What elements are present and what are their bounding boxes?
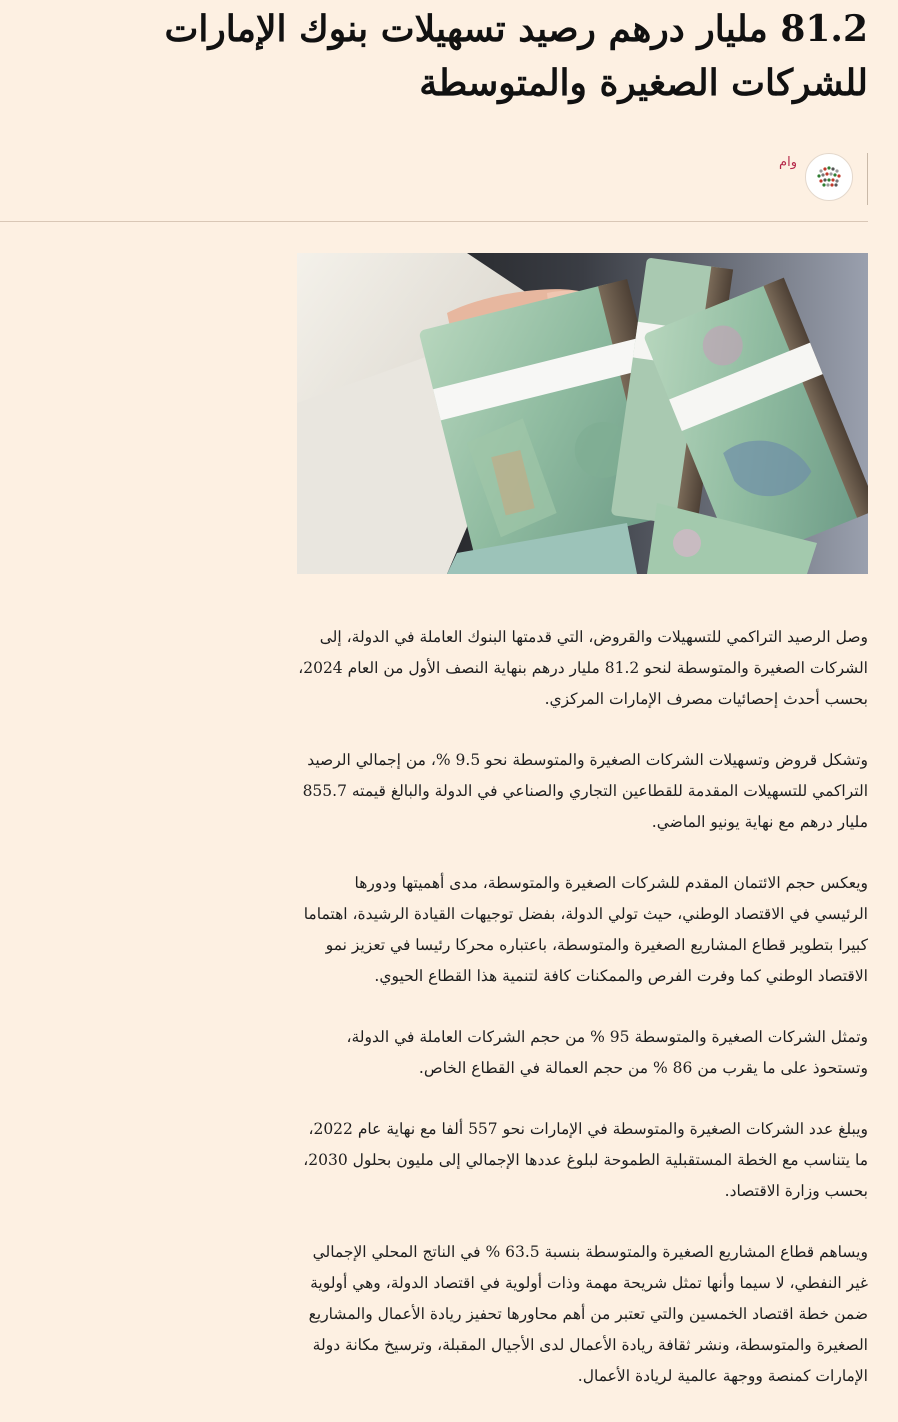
article-photo bbox=[297, 253, 868, 574]
banknote-bundles-photo bbox=[297, 253, 868, 574]
article-paragraph-1: وصل الرصيد التراكمي للتسهيلات والقروض، التي قدمتها البنوك العاملة في الدولة، إلى الشركات الصغيرة والمتوسطة لنحو 81.2 مليار درهم بنهاية النصف الأول من العام 2024، بحسب أحدث إحصائيات مصرف الإمارات المركزي. bbox=[298, 628, 868, 708]
article-body bbox=[298, 622, 868, 1422]
article-paragraph-4: وتمثل الشركات الصغيرة والمتوسطة 95 % من حجم الشركات العاملة في الدولة، وتستحوذ على ما يقرب من 86 % من حجم العمالة في القطاع الخاص. bbox=[346, 1028, 868, 1077]
wam-logo-icon[interactable] bbox=[805, 153, 853, 201]
article-paragraph-6: ويساهم قطاع المشاريع الصغيرة والمتوسطة بنسبة 63.5 % في الناتج المحلي الإجمالي غير النفطي، لا سيما وأنها تمثل شريحة مهمة وذات أولوية في اقتصاد الدولة، وهي أولوية ضمن خطة اقتصاد الخمسين والتي تعتبر من أهم محاورها تحفيز ريادة الأعمال والمشاريع الصغيرة والمتوسطة، ونشر ثقافة ريادة الأعمال لدى الأجيال المقبلة، وترسيخ مكانة دولة الإمارات كمنصة ووجهة عالمية لريادة الأعمال. bbox=[308, 1243, 868, 1385]
article-headline: 81.2 مليار درهم رصيد تسهيلات بنوك الإمارات للشركات الصغيرة والمتوسطة bbox=[164, 8, 868, 104]
header-divider bbox=[0, 221, 868, 222]
source-name[interactable]: وام bbox=[779, 155, 797, 170]
byline[interactable] bbox=[779, 153, 868, 205]
article-paragraph-2: وتشكل قروض وتسهيلات الشركات الصغيرة والمتوسطة نحو 9.5 %، من إجمالي الرصيد التراكمي للتسهيلات المقدمة للقطاعين التجاري والصناعي في الدولة والبالغ قيمته 855.7 مليار درهم مع نهاية يونيو الماضي. bbox=[302, 751, 868, 831]
wam-logo-graphic bbox=[807, 155, 851, 199]
article-paragraph-3: ويعكس حجم الائتمان المقدم للشركات الصغيرة والمتوسطة، مدى أهميتها ودورها الرئيسي في الاقتصاد الوطني، حيث تولي الدولة، بفضل توجيهات القيادة الرشيدة، اهتماما كبيرا بتطوير قطاع المشاريع الصغيرة والمتوسطة، باعتباره محركا رئيسا في تعزيز نمو الاقتصاد الوطني كما وفرت الفرص والممكنات كافة لتنمية هذا القطاع الحيوي. bbox=[303, 874, 868, 985]
article-paragraph-5: ويبلغ عدد الشركات الصغيرة والمتوسطة في الإمارات نحو 557 ألفا مع نهاية عام 2022، ما يتناسب مع الخطة المستقبلية الطموحة لبلوغ عددها الإجمالي إلى مليون بحلول 2030، بحسب وزارة الاقتصاد. bbox=[303, 1120, 868, 1200]
